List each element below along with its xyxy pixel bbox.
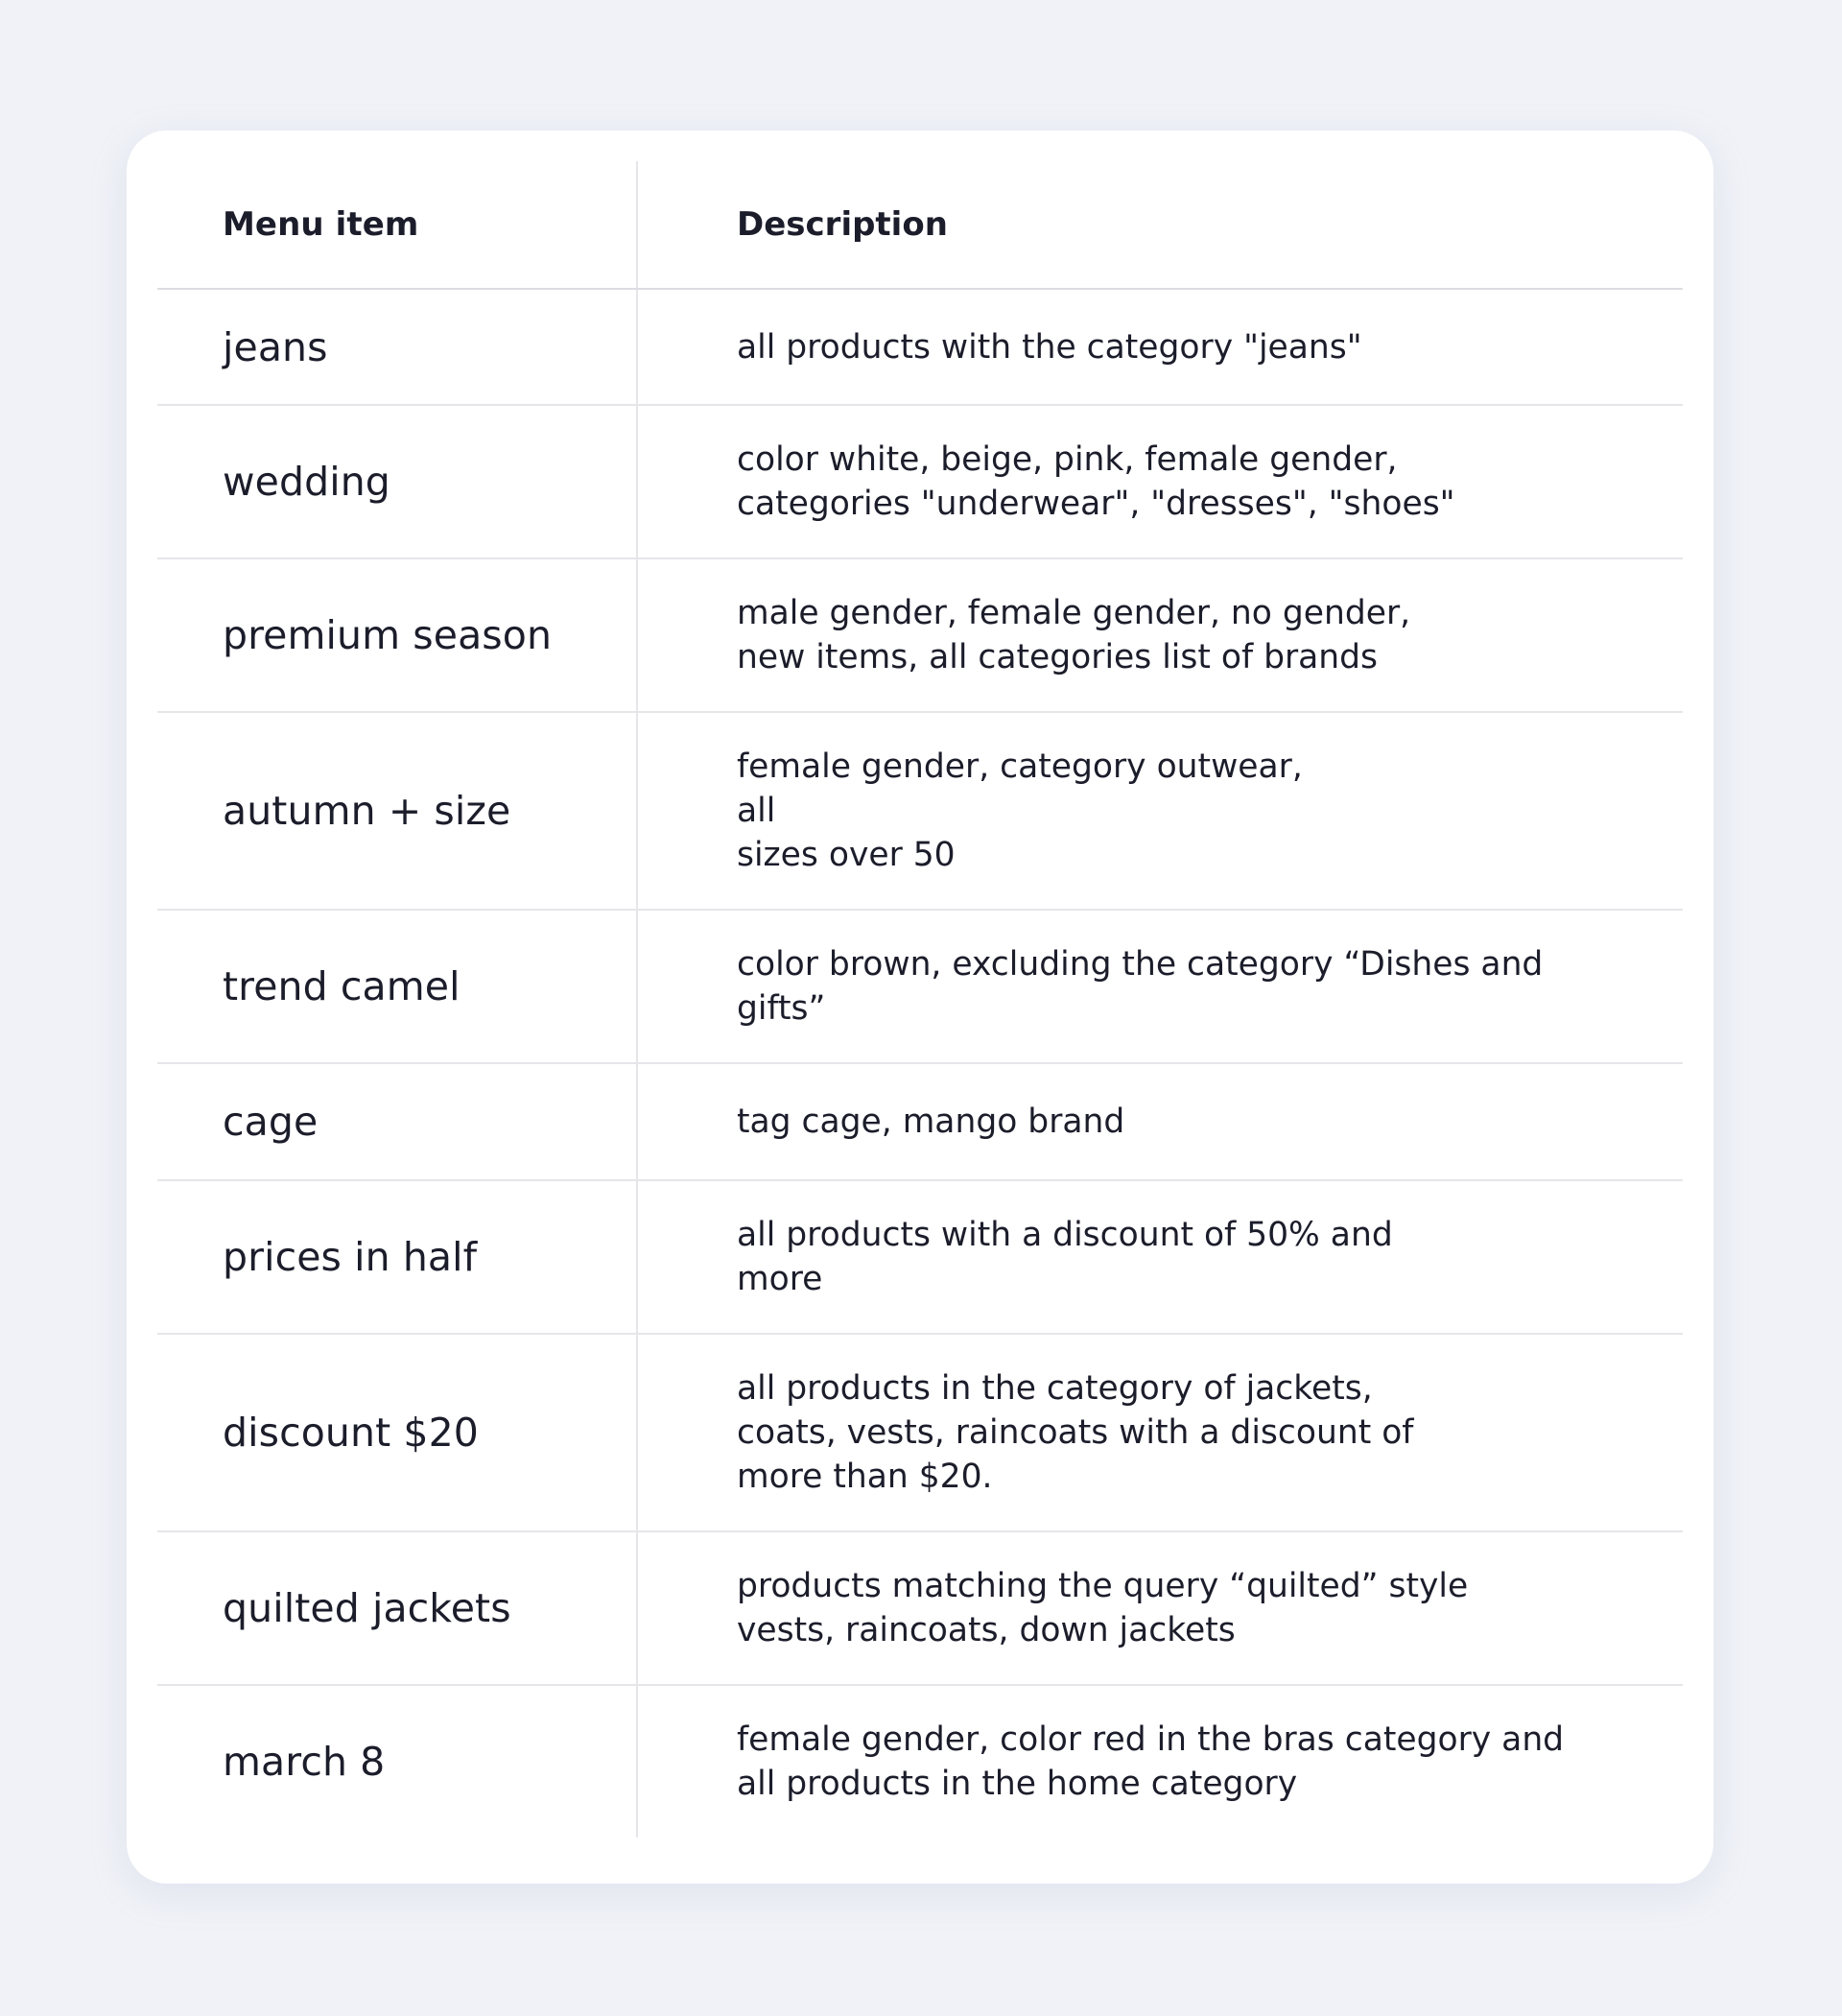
- menu-item-description: all products with a discount of 50% and more: [737, 1216, 1393, 1298]
- menu-item-description: tag cage, mango brand: [737, 1103, 1125, 1141]
- table-row: [157, 290, 1683, 406]
- menu-item-name: jeans: [223, 323, 328, 370]
- menu-item-name: wedding: [223, 459, 390, 505]
- menu-item-name: prices in half: [223, 1234, 478, 1280]
- table-row: [157, 713, 1683, 911]
- table-row: [157, 559, 1683, 713]
- menu-item-name: premium season: [223, 612, 553, 658]
- menu-item-description: female gender, category outwear, all sizes over 50: [737, 747, 1303, 874]
- table-row: [157, 406, 1683, 559]
- menu-item-description: color brown, excluding the category “Dishes and gifts”: [737, 945, 1544, 1028]
- header-menu-item: Menu item: [223, 205, 419, 244]
- table-row: [157, 1064, 1683, 1181]
- table-row: [157, 1686, 1683, 1838]
- menu-item-name: march 8: [223, 1739, 386, 1785]
- menu-item-name: discount $20: [223, 1410, 479, 1456]
- table-row: [157, 1532, 1683, 1686]
- table-row: [157, 911, 1683, 1064]
- table-header-row: [157, 161, 1683, 290]
- header-description: Description: [737, 205, 948, 244]
- table-row: [157, 1181, 1683, 1335]
- menu-item-description: all products with the category "jeans": [737, 327, 1362, 367]
- menu-item-description: all products in the category of jackets, coats, vests, raincoats with a discount of more than $20.: [737, 1369, 1414, 1496]
- menu-item-name: quilted jackets: [223, 1585, 511, 1631]
- menu-item-description: color white, beige, pink, female gender, categories "underwear", "dresses", "shoes": [737, 440, 1455, 523]
- menu-item-name: autumn + size: [223, 788, 511, 834]
- menu-table: [157, 161, 1683, 1838]
- menu-item-name: cage: [223, 1099, 319, 1145]
- table-row: [157, 1335, 1683, 1532]
- menu-item-name: trend camel: [223, 963, 460, 1009]
- menu-item-description: products matching the query “quilted” style vests, raincoats, down jackets: [737, 1567, 1469, 1649]
- menu-item-description: female gender, color red in the bras category and all products in the home category: [737, 1720, 1565, 1803]
- menu-item-description: male gender, female gender, no gender, new items, all categories list of brands: [737, 594, 1411, 676]
- menu-table-card: [127, 130, 1713, 1884]
